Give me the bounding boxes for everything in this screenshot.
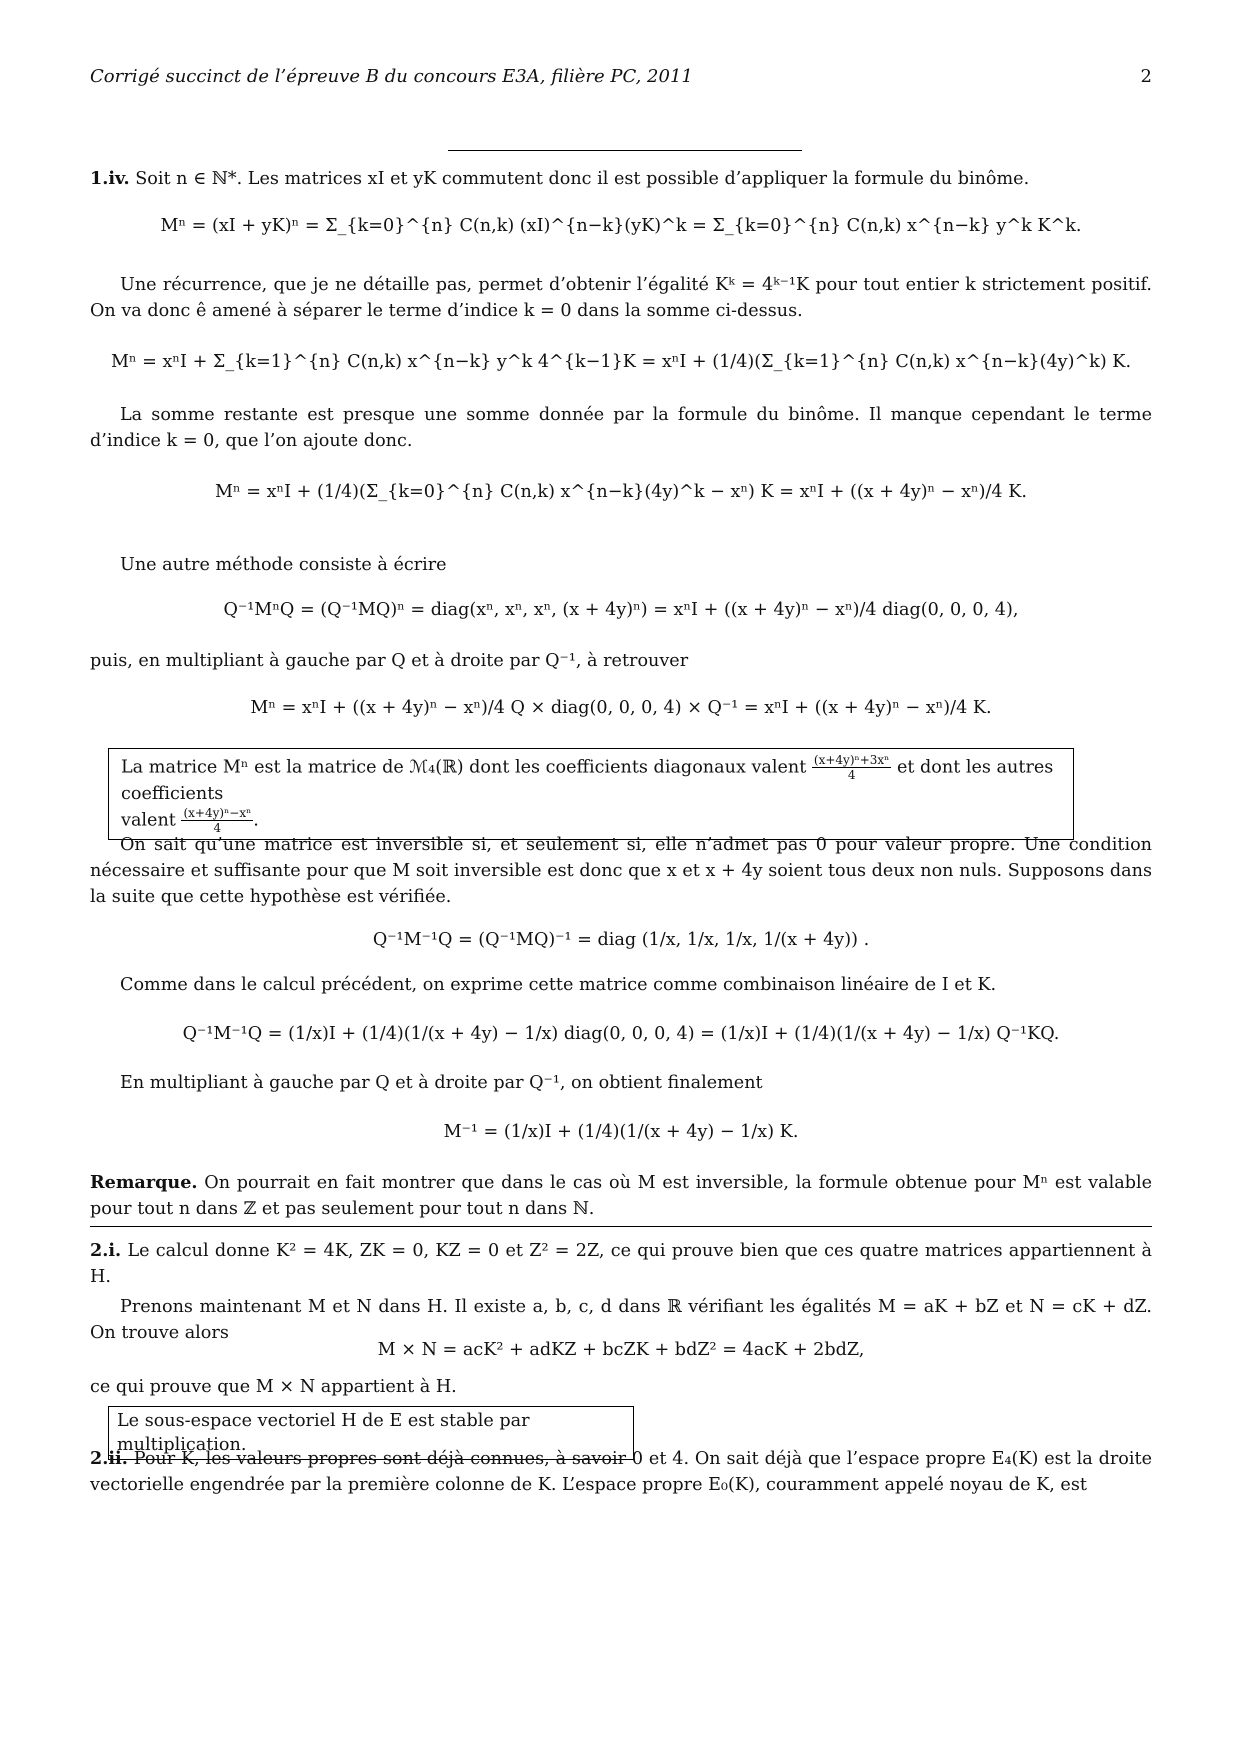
paragraph-recurrence: Une récurrence, que je ne détaille pas, permet d’obtenir l’égalité Kᵏ = 4ᵏ⁻¹K pour tout entier k strictement positif. On va donc ê amené à séparer le terme d’indice k = 0 dans la somme ci-dessus. xyxy=(90,275,1152,321)
box-text-1b: et dont les autres coefficients xyxy=(121,757,1054,804)
equation-binomial: Mⁿ = (xI + yK)ⁿ = Σ_{k=0}^{n} C(n,k) (xI)^{n−k}(yK)^k = Σ_{k=0}^{n} C(n,k) x^{n−k} y^k K^k. xyxy=(160,216,1082,236)
box-fraction-diag-den: 4 xyxy=(847,768,856,782)
box-fraction-diag-num: (x+4y)ⁿ+3xⁿ xyxy=(813,753,890,767)
section-1iv-label: 1.iv. xyxy=(90,168,130,189)
paragraph-multiply: puis, en multipliant à gauche par Q et à droite par Q⁻¹, à retrouver xyxy=(90,651,689,671)
equation-inverse-final: M⁻¹ = (1/x)I + (1/4)(1/(x + 4y) − 1/x) K. xyxy=(443,1122,799,1142)
remark-text: On pourrait en fait montrer que dans le cas où M est inversible, la formule obtenue pour Mⁿ est valable pour tout n dans ℤ et pas seulement pour tout n dans ℕ. xyxy=(90,1173,1152,1219)
result-box-stable: Le sous-espace vectoriel H de E est stable par multiplication. xyxy=(108,1406,634,1460)
paragraph-linear-combination: Comme dans le calcul précédent, on exprime cette matrice comme combinaison linéaire de I et K. xyxy=(120,975,997,995)
box-text-1a: La matrice Mⁿ est la matrice de ℳ₄(ℝ) dont les coefficients diagonaux valent xyxy=(121,757,807,778)
top-rule xyxy=(448,150,802,151)
section-divider xyxy=(90,1226,1152,1227)
box-text-2a: valent xyxy=(121,810,176,831)
section-1iv-intro-text: Soit n ∈ ℕ*. Les matrices xI et yK commutent donc il est possible d’appliquer la formule du binôme. xyxy=(135,169,1030,189)
paragraph-other-method: Une autre méthode consiste à écrire xyxy=(120,555,447,575)
section-2i-label: 2.i. xyxy=(90,1240,122,1261)
remark xyxy=(90,1170,1152,1222)
running-header xyxy=(90,66,1152,87)
equation-closed-form: Mⁿ = xⁿI + (1/4)(Σ_{k=0}^{n} C(n,k) x^{n−k}(4y)^k − xⁿ) K = xⁿI + ((x + 4y)ⁿ − xⁿ)/4 K. xyxy=(215,482,1027,502)
section-2ii-text: Pour K, les valeurs propres sont déjà connues, à savoir 0 et 4. On sait déjà que l’espace propre E₄(K) est la droite vectorielle engendrée par la première colonne de K. L’espace propre E₀(K), couramment appelé noyau de K, est xyxy=(90,1449,1152,1495)
box-fraction-diag xyxy=(812,753,891,782)
equation-inverse-diag: Q⁻¹M⁻¹Q = (Q⁻¹MQ)⁻¹ = diag (1/x, 1/x, 1/x, 1/(x + 4y)) . xyxy=(372,930,870,950)
equation-split-sum: Mⁿ = xⁿI + Σ_{k=1}^{n} C(n,k) x^{n−k} y^k 4^{k−1}K = xⁿI + (1/4)(Σ_{k=1}^{n} C(n,k) x^{n−k}(4y)^k) K. xyxy=(110,352,1132,372)
box-fraction-other xyxy=(181,806,253,835)
equation-product: M × N = acK² + adKZ + bcZK + bdZ² = 4acK + 2bdZ, xyxy=(377,1340,865,1360)
equation-diag-power: Q⁻¹MⁿQ = (Q⁻¹MQ)ⁿ = diag(xⁿ, xⁿ, xⁿ, (x + 4y)ⁿ) = xⁿI + ((x + 4y)ⁿ − xⁿ)/4 diag(0, 0, 0, 4), xyxy=(223,600,1019,620)
remark-label: Remarque. xyxy=(90,1172,198,1193)
section-2i-text1: Le calcul donne K² = 4K, ZK = 0, KZ = 0 et Z² = 2Z, ce qui prouve bien que ces quatre matrices appartiennent à H. xyxy=(90,1241,1152,1287)
box-fraction-other-den: 4 xyxy=(213,821,222,835)
section-1iv-intro xyxy=(90,166,1152,192)
box-fraction-other-num: (x+4y)ⁿ−xⁿ xyxy=(183,806,252,820)
section-2i-intro xyxy=(90,1238,1152,1290)
equation-back-to-m: Mⁿ = xⁿI + ((x + 4y)ⁿ − xⁿ)/4 Q × diag(0, 0, 0, 4) × Q⁻¹ = xⁿI + ((x + 4y)ⁿ − xⁿ)/4 K. xyxy=(250,698,992,718)
paragraph-remaining-sum: La somme restante est presque une somme donnée par la formule du binôme. Il manque cependant le terme d’indice k = 0, que l’on ajoute donc. xyxy=(90,405,1152,451)
section-2ii xyxy=(90,1446,1152,1498)
page-number: 2 xyxy=(1140,66,1152,87)
section-2ii-label: 2.ii. xyxy=(90,1448,128,1469)
header-title: Corrigé succinct de l’épreuve B du concours E3A, filière PC, 2011 xyxy=(90,66,693,87)
section-2i-text3: ce qui prouve que M × N appartient à H. xyxy=(90,1377,457,1397)
result-box-mn xyxy=(108,748,1074,840)
paragraph-invertibility: On sait qu’une matrice est inversible si, et seulement si, elle n’admet pas 0 pour valeur propre. Une condition nécessaire et suffisante pour que M soit inversible est donc que x et x + 4y soient tous deux non nuls. Supposons dans la suite que cette hypothèse est vérifiée. xyxy=(90,835,1152,907)
equation-inverse-combination: Q⁻¹M⁻¹Q = (1/x)I + (1/4)(1/(x + 4y) − 1/x) diag(0, 0, 0, 4) = (1/x)I + (1/4)(1/(x + 4y) − 1/x) Q⁻¹KQ. xyxy=(182,1024,1060,1044)
paragraph-finally: En multipliant à gauche par Q et à droite par Q⁻¹, on obtient finalement xyxy=(120,1073,763,1093)
section-2i-text2: Prenons maintenant M et N dans H. Il existe a, b, c, d dans ℝ vérifiant les égalités M = aK + bZ et N = cK + dZ. On trouve alors xyxy=(90,1297,1152,1343)
box-text-2b: . xyxy=(253,810,259,831)
